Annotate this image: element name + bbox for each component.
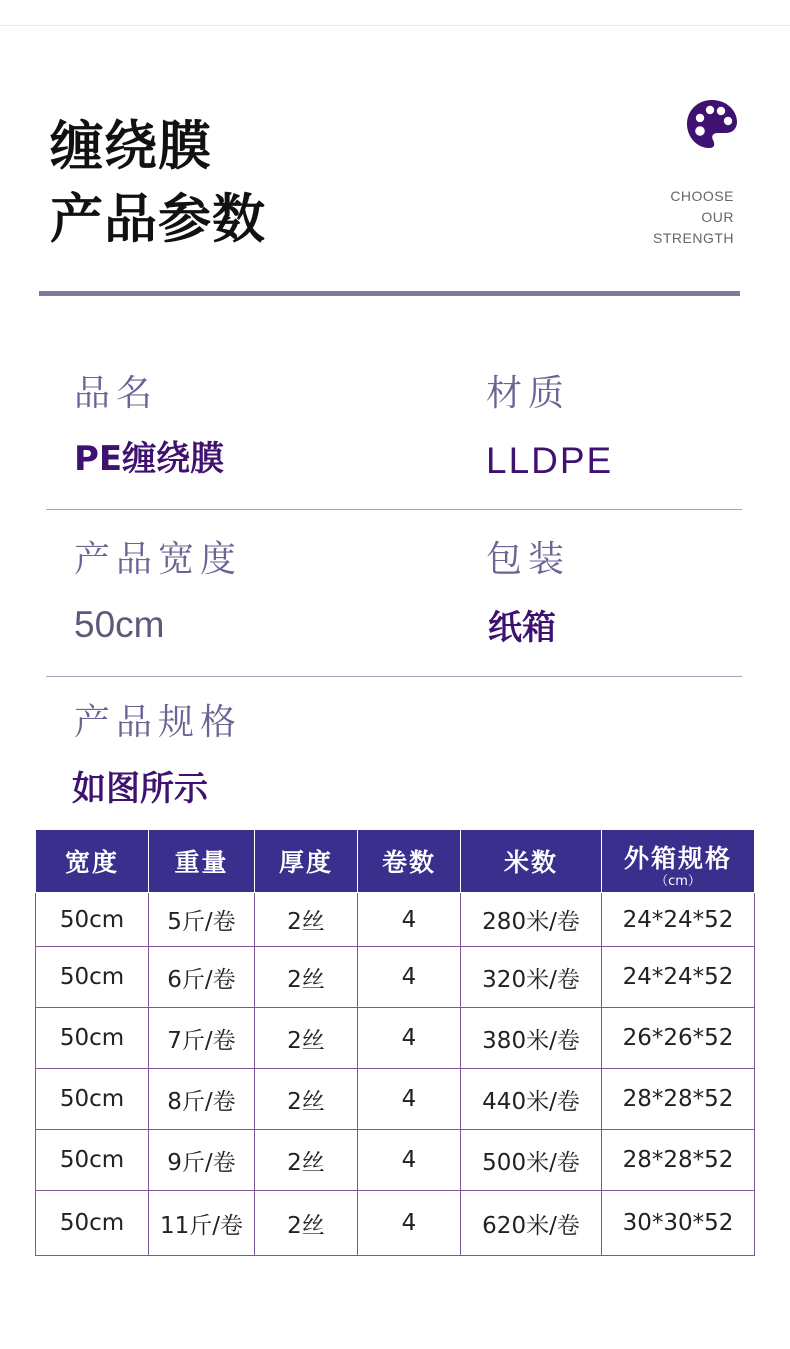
cell-weight: 5斤/卷: [149, 893, 255, 947]
cell-weight: 7斤/卷: [149, 1008, 255, 1069]
cell-carton-size: 28*28*52: [602, 1069, 755, 1130]
cell-width: 50cm: [36, 1069, 149, 1130]
palette-icon: [685, 98, 739, 152]
row-divider-1: [46, 509, 742, 510]
packaging-value: 纸箱: [488, 608, 556, 648]
cell-carton-size: 30*30*52: [602, 1191, 755, 1256]
material-label: 材质: [486, 373, 571, 414]
cell-carton-size: 28*28*52: [602, 1130, 755, 1191]
header-rolls: 卷数: [358, 830, 461, 893]
cell-width: 50cm: [36, 1008, 149, 1069]
cell-meters: 320米/卷: [461, 947, 602, 1008]
cell-meters: 500米/卷: [461, 1130, 602, 1191]
cell-carton-size: 24*24*52: [602, 893, 755, 947]
cell-thickness: 2丝: [255, 1191, 358, 1256]
cell-meters: 280米/卷: [461, 893, 602, 947]
width-value: 50cm: [74, 604, 165, 645]
cell-rolls: 4: [358, 1191, 461, 1256]
cell-thickness: 2丝: [255, 1008, 358, 1069]
cell-rolls: 4: [358, 893, 461, 947]
cell-carton-size: 26*26*52: [602, 1008, 755, 1069]
header-carton-size-unit: （cm）: [655, 874, 701, 889]
cell-rolls: 4: [358, 1008, 461, 1069]
cell-weight: 8斤/卷: [149, 1069, 255, 1130]
cell-meters: 440米/卷: [461, 1069, 602, 1130]
cell-width: 50cm: [36, 947, 149, 1008]
cell-width: 50cm: [36, 893, 149, 947]
tagline-line3: STRENGTH: [653, 230, 734, 246]
header-meters: 米数: [461, 830, 602, 893]
cell-meters: 380米/卷: [461, 1008, 602, 1069]
cell-thickness: 2丝: [255, 1069, 358, 1130]
cell-rolls: 4: [358, 1069, 461, 1130]
table-row: [36, 1130, 755, 1191]
spec-label: 产品规格: [74, 702, 243, 743]
cell-thickness: 2丝: [255, 1130, 358, 1191]
table-header-row: [36, 830, 755, 893]
header-weight: 重量: [149, 830, 255, 893]
spec-table: [35, 829, 755, 1256]
top-divider: [0, 25, 790, 26]
header-carton-size-label: 外箱规格: [623, 844, 732, 873]
header-thickness: 厚度: [255, 830, 358, 893]
header-carton-size: [602, 830, 755, 893]
table-row: [36, 1008, 755, 1069]
table-row: [36, 893, 755, 947]
section-bar: [39, 291, 740, 296]
table-row: [36, 1191, 755, 1256]
row-divider-2: [46, 676, 742, 677]
table-row: [36, 947, 755, 1008]
cell-width: 50cm: [36, 1130, 149, 1191]
cell-carton-size: 24*24*52: [602, 947, 755, 1008]
cell-weight: 6斤/卷: [149, 947, 255, 1008]
spec-value: 如图所示: [72, 769, 208, 809]
tagline-line1: CHOOSE: [670, 188, 734, 204]
cell-weight: 11斤/卷: [149, 1191, 255, 1256]
tagline-line2: OUR: [701, 209, 734, 225]
page-title-line2: 产品参数: [50, 189, 266, 250]
cell-rolls: 4: [358, 1130, 461, 1191]
cell-rolls: 4: [358, 947, 461, 1008]
product-name-value: PE缠绕膜: [74, 439, 225, 479]
cell-weight: 9斤/卷: [149, 1130, 255, 1191]
product-name-label: 品名: [74, 373, 159, 414]
page-title-line1: 缠绕膜: [50, 116, 212, 177]
table-row: [36, 1069, 755, 1130]
packaging-label: 包装: [486, 539, 571, 580]
material-value: LLDPE: [486, 440, 614, 481]
cell-thickness: 2丝: [255, 947, 358, 1008]
cell-thickness: 2丝: [255, 893, 358, 947]
width-label: 产品宽度: [74, 539, 243, 580]
cell-width: 50cm: [36, 1191, 149, 1256]
header-width: 宽度: [36, 830, 149, 893]
cell-meters: 620米/卷: [461, 1191, 602, 1256]
